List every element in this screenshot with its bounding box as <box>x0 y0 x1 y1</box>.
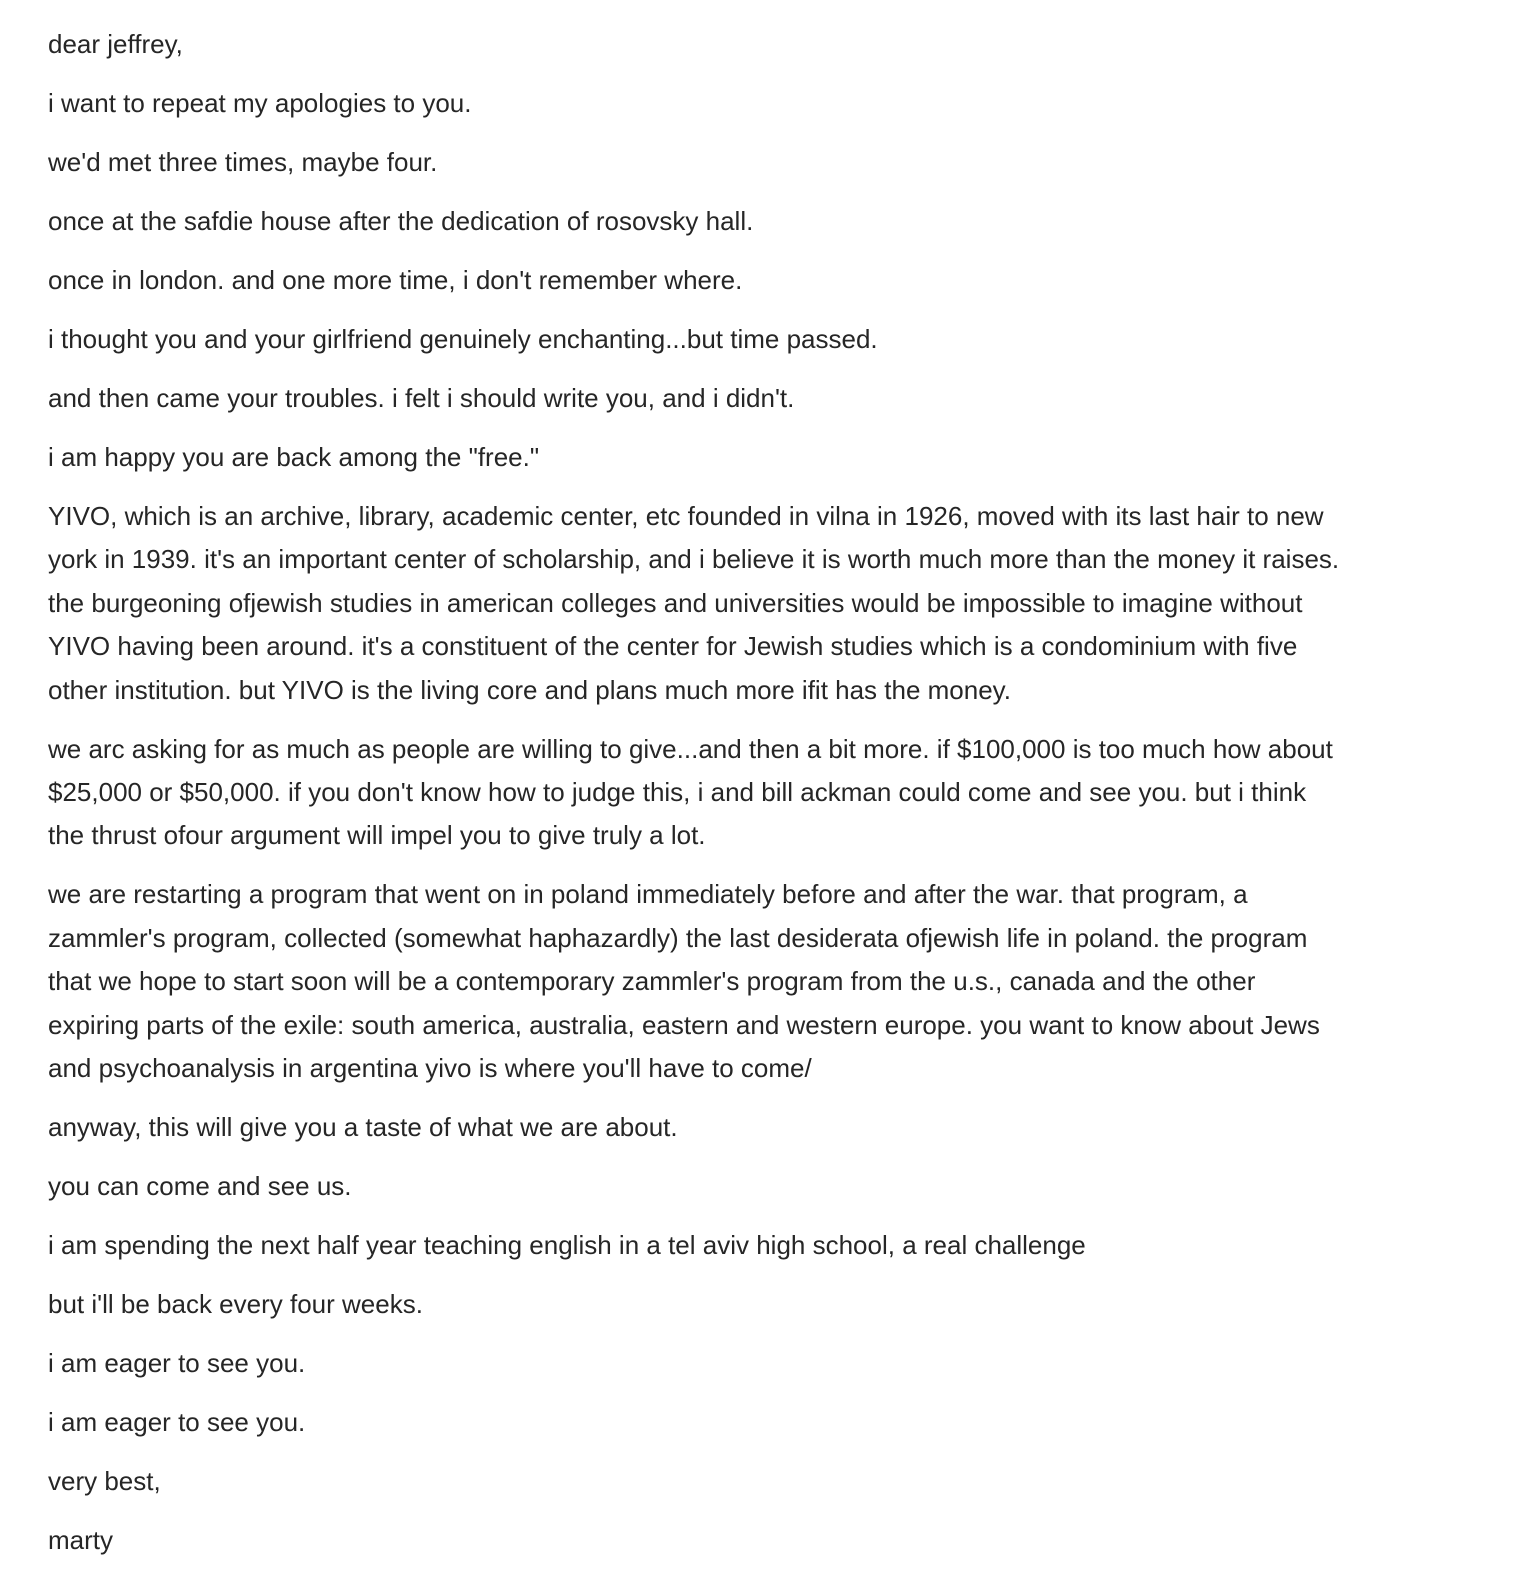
text-line: YIVO, which is an archive, library, academic center, etc founded in vilna in 1926, moved with its last hair to new <box>48 501 1324 531</box>
text-line: i am eager to see you. <box>48 1348 306 1379</box>
text-line: but i'll be back every four weeks. <box>48 1289 423 1320</box>
text-line: i am eager to see you. <box>48 1407 306 1438</box>
text-line: and then came your troubles. i felt i should write you, and i didn't. <box>48 383 795 413</box>
text-line: and psychoanalysis in argentina yivo is where you'll have to come/ <box>48 1053 812 1084</box>
text-line: once in london. and one more time, i don't remember where. <box>48 265 743 295</box>
text-line: $25,000 or $50,000. if you don't know how to judge this, i and bill ackman could come and see you. but i think <box>48 777 1307 808</box>
letter-paragraph <box>48 23 1488 66</box>
letter-paragraph <box>48 1342 1488 1385</box>
letter-paragraph <box>48 436 1488 479</box>
text-line: we arc asking for as much as people are willing to give...and then a bit more. if $100,000 is too much how about <box>48 733 1333 764</box>
text-line: i am happy you are back among the "free." <box>48 442 540 472</box>
letter-paragraph <box>48 200 1488 243</box>
text-line: expiring parts of the exile: south america, australia, eastern and western europe. you want to know about Jews <box>48 1009 1320 1040</box>
letter-paragraph <box>48 1519 1488 1562</box>
letter-paragraph <box>48 259 1488 302</box>
text-line: other institution. but YIVO is the living core and plans much more ifit has the money. <box>48 674 1011 705</box>
letter-paragraph <box>48 82 1488 125</box>
letter-paragraph <box>48 377 1488 420</box>
text-line: anyway, this will give you a taste of what we are about. <box>48 1112 678 1143</box>
text-line: i thought you and your girlfriend genuinely enchanting...but time passed. <box>48 324 878 354</box>
letter-paragraph <box>48 1460 1488 1503</box>
text-line: i am spending the next half year teaching english in a tel aviv high school, a real challenge <box>48 1230 1086 1261</box>
text-line: the burgeoning ofjewish studies in american colleges and universities would be impossible to imagine without <box>48 587 1303 618</box>
text-line: you can come and see us. <box>48 1171 352 1202</box>
text-line: we are restarting a program that went on in poland immediately before and after the war. that program, a <box>48 879 1248 910</box>
text-line: zammler's program, collected (somewhat haphazardly) the last desiderata ofjewish life in poland. the program <box>48 922 1308 953</box>
letter-paragraph <box>48 1106 1488 1149</box>
text-line: we'd met three times, maybe four. <box>48 147 438 177</box>
letter-paragraph <box>48 1224 1488 1267</box>
text-line: i want to repeat my apologies to you. <box>48 88 472 118</box>
letter-paragraph <box>48 728 1488 858</box>
text-line: once at the safdie house after the dedication of rosovsky hall. <box>48 206 754 236</box>
letter-paragraph <box>48 318 1488 361</box>
text-line: york in 1939. it's an important center of scholarship, and i believe it is worth much more than the money it raises. <box>48 544 1340 575</box>
letter-paragraph <box>48 495 1488 712</box>
text-line: marty <box>48 1525 113 1556</box>
letter-paragraph <box>48 1165 1488 1208</box>
text-line: very best, <box>48 1466 161 1497</box>
text-line: that we hope to start soon will be a contemporary zammler's program from the u.s., canada and the other <box>48 966 1256 997</box>
text-line: the thrust ofour argument will impel you to give truly a lot. <box>48 820 706 851</box>
letter-paragraph <box>48 1283 1488 1326</box>
text-line: YIVO having been around. it's a constituent of the center for Jewish studies which is a condominium with five <box>48 631 1298 662</box>
text-line: dear jeffrey, <box>48 29 183 59</box>
letter-paragraph <box>48 1401 1488 1444</box>
letter-paragraph <box>48 873 1488 1090</box>
letter-body <box>48 23 1488 1578</box>
letter-paragraph <box>48 141 1488 184</box>
